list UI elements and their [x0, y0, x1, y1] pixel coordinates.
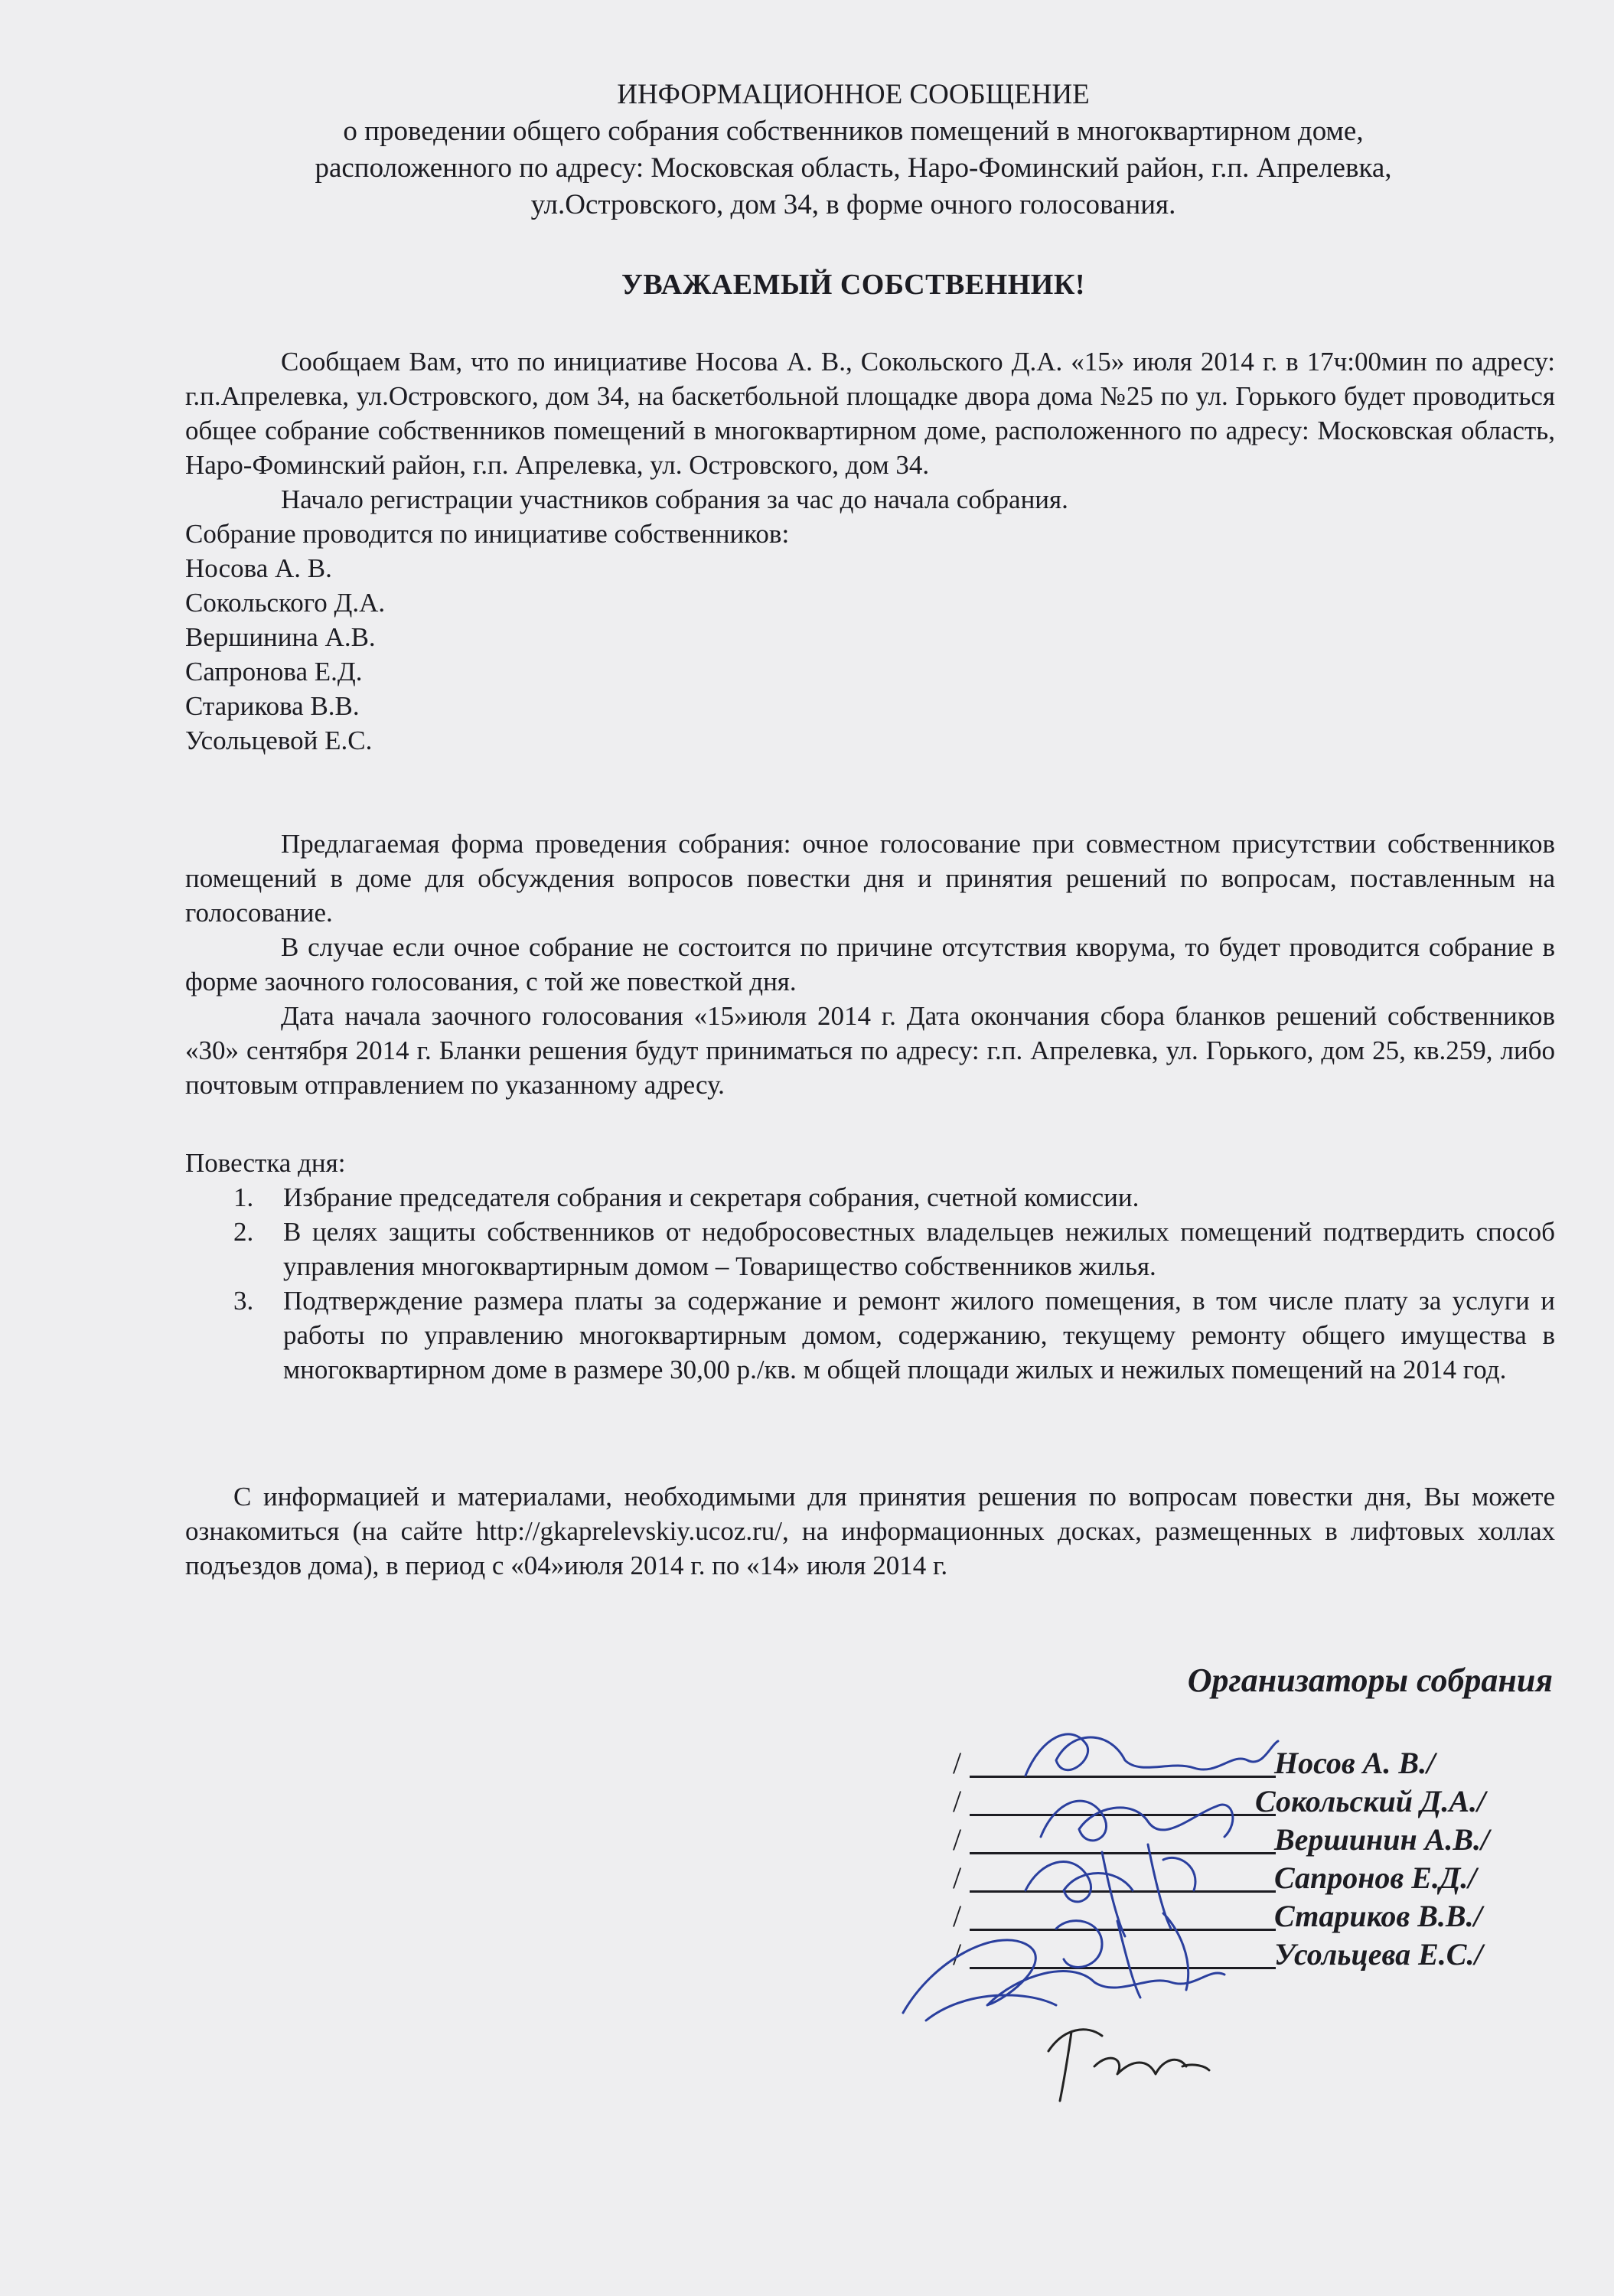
organizer-name: Сапронов Е.Д./ [1274, 1861, 1477, 1895]
signature-line [970, 1967, 1276, 1969]
signature-row: / Носов А. В./ [953, 1746, 1436, 1780]
organizers-title: Организаторы собрания [1187, 1662, 1553, 1699]
form-paragraph: Предлагаемая форма проведения собрания: очное голосование при совместном присутствии собственников помещений в доме для обсуждения вопросов повестки дня и принятия решений по вопросам, поставленным на голосование. [185, 829, 1555, 928]
signature-row: / Стариков В.В./ [953, 1899, 1482, 1933]
intro-block [185, 344, 1555, 758]
registration-paragraph: Начало регистрации участников собрания за час до начала собрания. [281, 484, 1068, 514]
info-paragraph: С информацией и материалами, необходимыми для принятия решения по вопросам повестки дня, Вы можете ознакомиться (на сайте http://gkaprelevskiy.ucoz.ru/, на информационных досках, размещенных в лифтовых холлах подъездов дома), в период с «04»июля 2014 г. по «14» июля 2014 г. [185, 1482, 1555, 1580]
organizer-name: Носов А. В./ [1274, 1746, 1436, 1780]
agenda-item [185, 1180, 1555, 1215]
agenda-label: Повестка дня: [185, 1148, 346, 1178]
initiator-item: Сапронова Е.Д. [185, 657, 363, 687]
info-block [185, 1479, 1555, 1583]
signature-row: / Сапронов Е.Д./ [953, 1861, 1477, 1895]
agenda-text: Подтверждение размера платы за содержание и ремонт жилого помещения, в том числе плату за услуги и работы по управлению многоквартирным домом, содержанию, текущему ремонту общего имущества в многоквартирном доме в размере 30,00 р./кв. м общей площади жилых и нежилых помещений на 2014 год. [283, 1286, 1555, 1384]
initiator-item: Усольцевой Е.С. [185, 726, 373, 755]
document-header [184, 77, 1523, 223]
agenda-text: В целях защиты собственников от недобросовестных владельцев нежилых помещений подтвердить способ управления многоквартирным домом – Товарищество собственников жилья. [283, 1217, 1555, 1281]
initiator-item: Старикова В.В. [185, 691, 360, 721]
agenda-list [185, 1180, 1555, 1387]
signature-row: / Сокольский Д.А./ [953, 1784, 1486, 1818]
initiator-item: Сокольского Д.А. [185, 588, 386, 618]
header-line-4: ул.Островского, дом 34, в форме очного голосования. [530, 189, 1176, 220]
signature-block [953, 1745, 1565, 1975]
signature-6 [1048, 2030, 1209, 2101]
header-line-3: расположенного по адресу: Московская область, Наро-Фоминский район, г.п. Апрелевка, [315, 152, 1392, 184]
agenda-number: 3. [233, 1286, 254, 1316]
agenda-number: 2. [233, 1217, 254, 1247]
initiator-item: Вершинина А.В. [185, 622, 376, 652]
agenda-text: Избрание председателя собрания и секретаря собрания, счетной комиссии. [283, 1182, 1140, 1212]
header-line-2: о проведении общего собрания собственников помещений в многоквартирном доме, [343, 116, 1364, 147]
header-title: ИНФОРМАЦИОННОЕ СООБЩЕНИЕ [617, 79, 1090, 110]
agenda-number: 1. [233, 1182, 254, 1212]
intro-paragraph: Сообщаем Вам, что по инициативе Носова А. В., Сокольского Д.А. «15» июля 2014 г. в 17ч:00мин по адресу: г.п.Апрелевка, ул.Островского, дом 34, на баскетбольной площадке двора дома №25 по ул. Горького будет проводиться общее собрание собственников помещений в многоквартирном доме, расположенного по адресу: Московская область, Наро-Фоминский район, г.п. Апрелевка, ул. Островского, дом 34. [185, 347, 1555, 480]
signature-row: / Вершинин А.В./ [953, 1822, 1490, 1857]
initiator-item: Носова А. В. [185, 553, 332, 583]
signature-line [970, 1890, 1276, 1893]
organizer-name: Стариков В.В./ [1274, 1899, 1482, 1933]
signature-line [970, 1776, 1276, 1778]
organizer-name: Вершинин А.В./ [1274, 1822, 1490, 1857]
agenda-item [185, 1215, 1555, 1283]
greeting-heading: УВАЖАЕМЫЙ СОБСТВЕННИК! [621, 269, 1086, 301]
signature-line [970, 1929, 1276, 1931]
agenda-block [185, 1146, 1555, 1387]
signature-row: / Усольцева Е.С./ [953, 1937, 1483, 1971]
organizer-name: Сокольский Д.А./ [1255, 1784, 1486, 1818]
initiators-list [185, 551, 1555, 758]
initiators-label: Собрание проводится по инициативе собственников: [185, 519, 790, 549]
dates-paragraph: Дата начала заочного голосования «15»июля 2014 г. Дата окончания сбора бланков решений собственников «30» сентября 2014 г. Бланки решения будут приниматься по адресу: г.п. Апрелевка, ул. Горького, дом 25, кв.259, либо почтовым отправлением по указанному адресу. [185, 1001, 1555, 1100]
agenda-item [185, 1283, 1555, 1387]
organizer-name: Усольцева Е.С./ [1274, 1937, 1483, 1971]
quorum-paragraph: В случае если очное собрание не состоится по причине отсутствия кворума, то будет проводится собрание в форме заочного голосования, с той же повесткой дня. [185, 932, 1555, 996]
procedure-block [185, 827, 1555, 1102]
signature-line [970, 1814, 1276, 1816]
signature-line [970, 1852, 1276, 1854]
